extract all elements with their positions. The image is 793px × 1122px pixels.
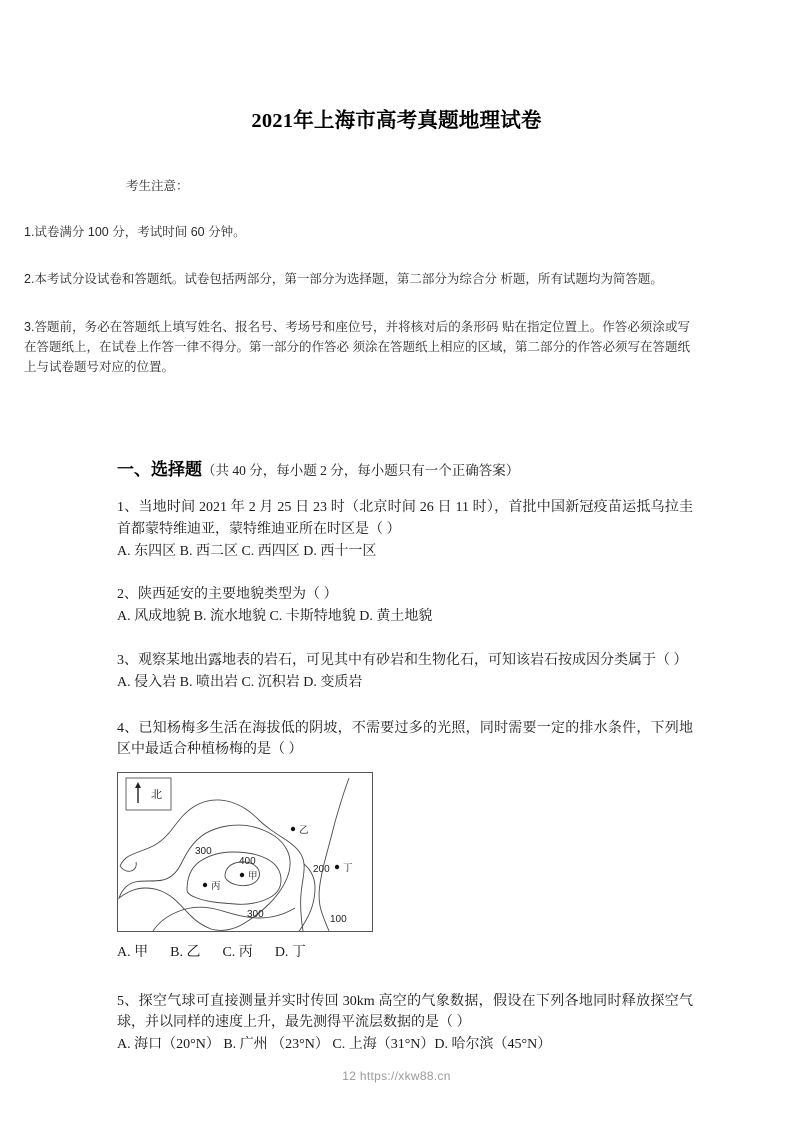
contour-label-300-3: 300	[247, 908, 264, 920]
north-arrow-box	[126, 778, 171, 810]
contour-label-200-2: 200	[313, 863, 330, 875]
question-3-stem: 3、观察某地出露地表的岩石，可见其中有砂岩和生物化石，可知该岩石按成因分类属于（ ）	[117, 652, 688, 668]
question-4	[0, 693, 793, 761]
question-5-options: A. 海口（20°N） B. 广州 （23°N） C. 上海（31°N）D. 哈尔滨（45°N）	[117, 1037, 552, 1053]
question-2	[0, 562, 793, 628]
contour-map-figure	[0, 761, 793, 932]
question-4-stem: 4、已知杨梅多生活在海拔低的阴坡，不需要过多的光照，同时需要一定的排水条件，下列地区中最适合种植杨梅的是（ ）	[117, 721, 693, 758]
map-point-label-甲: 甲	[248, 870, 258, 882]
section-note: （共 40 分，每小题 2 分，每小题只有一个正确答案）	[202, 463, 520, 479]
question-2-stem: 2、陕西延安的主要地貌类型为（ ）	[117, 587, 338, 603]
page-footer: 12 https://xkw88.cn	[342, 1069, 451, 1083]
notice-heading: 考生注意：	[126, 179, 189, 193]
notice-item-3: 3.答题前，务必在答题纸上填写姓名、报名号、考场号和座位号，并将核对后的条形码 贴在指定位置上。作答必须涂或写在答题纸上，在试卷上作答一律不得分。第一部分的作答必 须涂在答题纸上相应的区域，第二部分的作答必须写在答题纸上与试卷题号对应的位置。	[24, 319, 690, 374]
map-point-丙	[203, 882, 207, 886]
north-label: 北	[151, 788, 162, 801]
notice-item-1: 1.试卷满分 100 分，考试时间 60 分钟。	[24, 225, 246, 239]
map-point-label-丁: 丁	[343, 862, 353, 874]
question-3	[0, 628, 793, 694]
map-point-丁	[335, 864, 339, 868]
notice-item-2: 2.本考试分设试卷和答题纸。试卷包括两部分，第一部分为选择题，第二部分为综合分 析题，所有试题均为简答题。	[24, 272, 663, 287]
map-point-label-乙: 乙	[299, 824, 309, 836]
section-title: 一、选择题	[117, 460, 202, 480]
map-point-甲	[240, 872, 244, 876]
contour-label-400-1: 400	[239, 855, 256, 867]
question-2-options: A. 风成地貌 B. 流水地貌 C. 卡斯特地貌 D. 黄土地貌	[117, 609, 433, 625]
north-arrow-group	[126, 778, 171, 810]
question-5	[0, 961, 793, 1056]
question-4-option-c: C. 丙	[222, 944, 253, 960]
question-1-stem: 1、当地时间 2021 年 2 月 25 日 23 时（北京时间 26 日 11 时），首批中国新冠疫苗运抵乌拉圭首都蒙特维迪亚，蒙特维迪亚所在时区是（ ）	[117, 500, 693, 537]
question-3-options: A. 侵入岩 B. 喷出岩 C. 沉积岩 D. 变质岩	[117, 674, 363, 690]
map-point-乙	[291, 826, 295, 830]
question-4-option-b: B. 乙	[170, 944, 201, 960]
question-5-stem: 5、探空气球可直接测量并实时传回 30km 高空的气象数据，假设在下列各地同时释放探空气球，并以同样的速度上升，最先测得平流层数据的是（ ）	[117, 993, 693, 1030]
question-4-option-a: A. 甲	[117, 944, 149, 960]
map-point-label-丙: 丙	[211, 880, 221, 892]
section-heading	[0, 377, 793, 480]
contour-map-svg	[117, 772, 373, 932]
page-title: 2021年上海市高考真题地理试卷	[251, 110, 542, 132]
question-1-options: A. 东四区 B. 西二区 C. 西四区 D. 西十一区	[117, 543, 377, 559]
contour-label-300-0: 300	[195, 845, 212, 857]
question-4-option-d: D. 丁	[274, 944, 306, 960]
contour-label-100-4: 100	[330, 913, 347, 925]
question-4-options	[0, 932, 793, 961]
question-1	[0, 480, 793, 562]
